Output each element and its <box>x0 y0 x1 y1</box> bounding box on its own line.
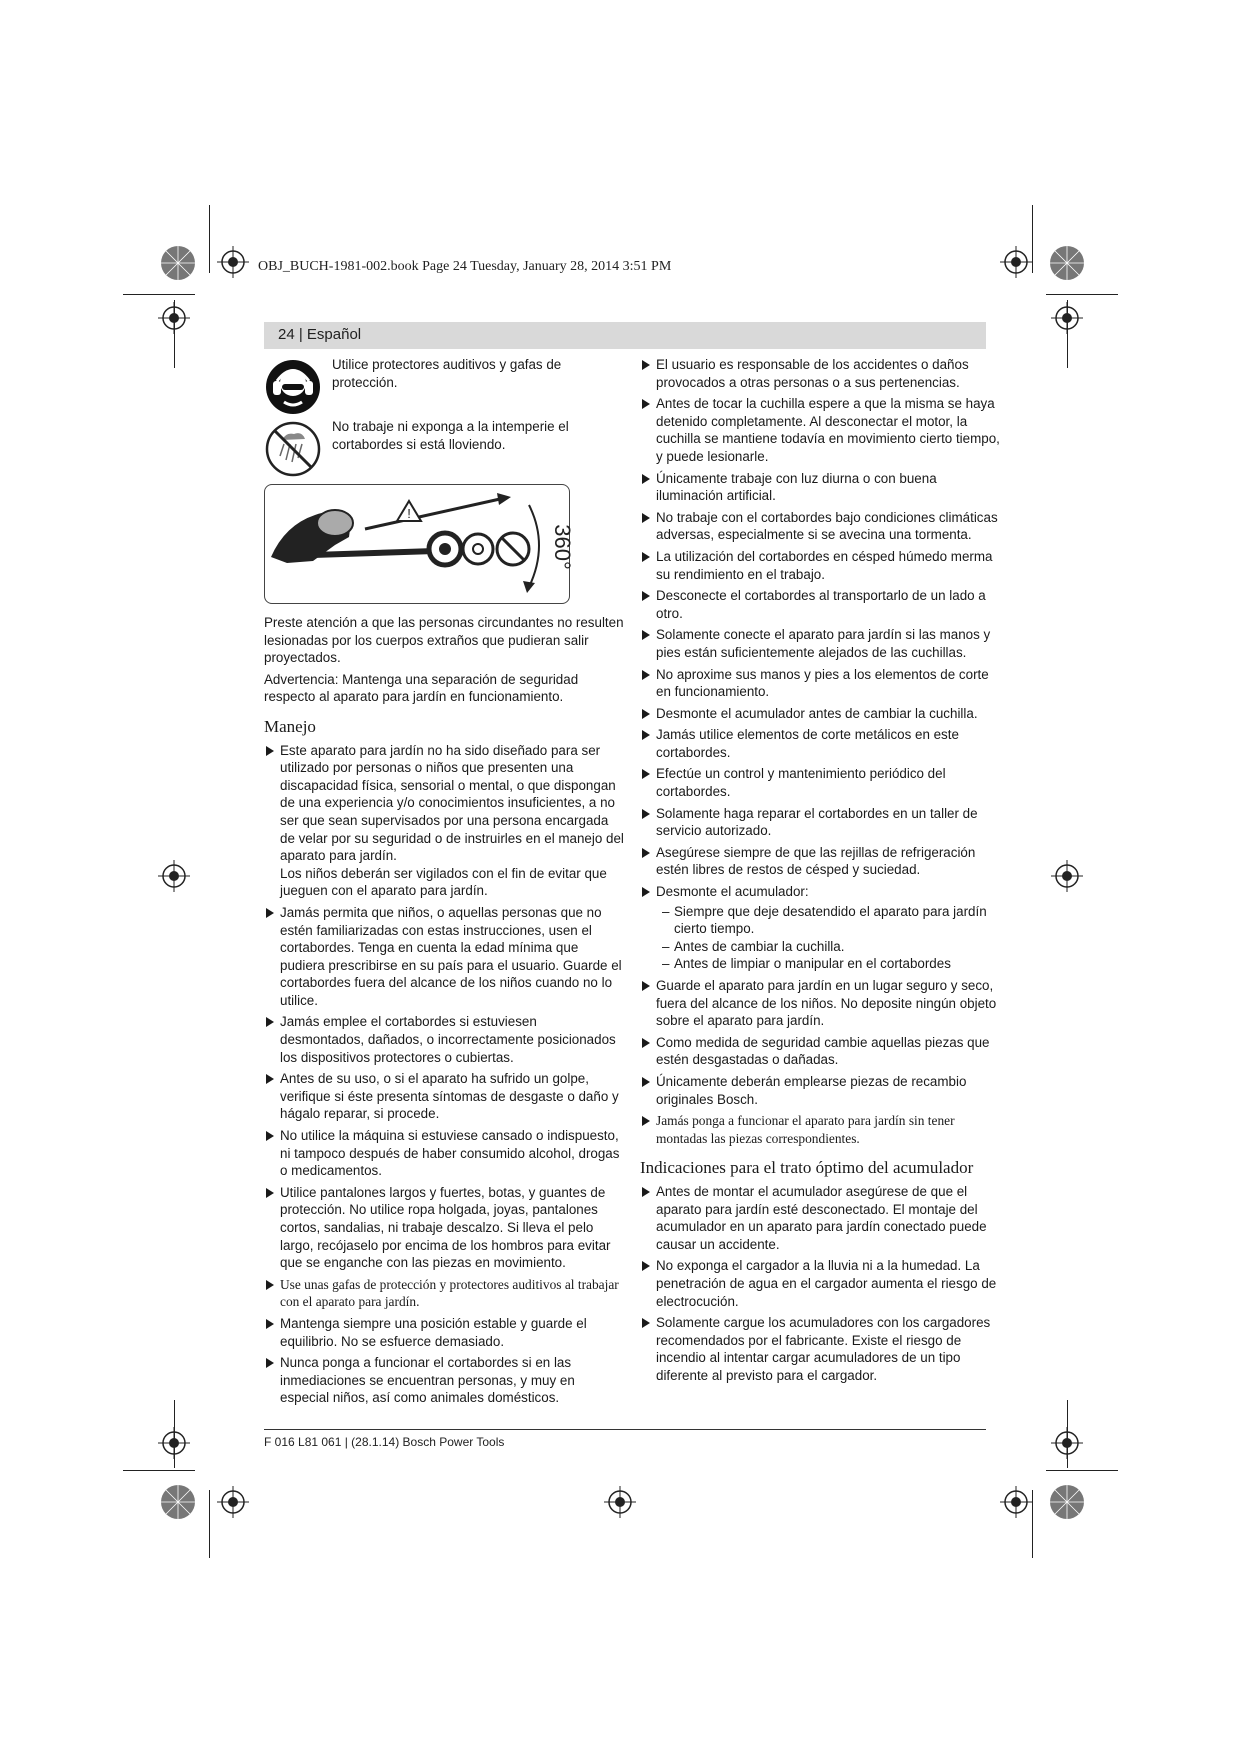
bullet-triangle-icon <box>642 1318 650 1328</box>
page-number-language: 24 | Español <box>278 326 362 343</box>
footer-text: F 016 L81 061 | (28.1.14) Bosch Power Tools <box>264 1435 505 1449</box>
list-item-text: Use unas gafas de protección y protectores auditivos al trabajar con el aparato para jardín. <box>280 1276 619 1310</box>
crop-mark <box>123 294 195 295</box>
color-wheel-icon <box>1049 245 1085 281</box>
bullet-triangle-icon <box>266 1074 274 1084</box>
list-item-text: Efectúe un control y mantenimiento periódico del cortabordes. <box>656 766 946 800</box>
list-item <box>640 470 1000 505</box>
bullet-triangle-icon <box>642 591 650 601</box>
bullet-triangle-icon <box>642 709 650 719</box>
symbol-row <box>264 418 624 478</box>
rotation-label: 360° <box>550 524 575 570</box>
sub-list-item: – Antes de limpiar o manipular en el cortabordes <box>662 956 951 972</box>
list-item-text: Nunca ponga a funcionar el cortabordes si en las inmediaciones se encuentran personas, y muy en especial niños, así como animales domésticos. <box>280 1355 575 1406</box>
list-item-text: Únicamente trabaje con luz diurna o con buena iluminación artificial. <box>656 470 937 504</box>
registration-target-icon <box>1000 1486 1032 1518</box>
list-item <box>640 977 1000 1030</box>
list-item <box>640 395 1000 465</box>
list-item-text: Solamente conecte el aparato para jardín si las manos y pies están suficientemente alejados de las cuchillas. <box>656 627 991 660</box>
dash-glyph: – <box>662 938 670 954</box>
list-item-text: Desmonte el acumulador antes de cambiar la cuchilla. <box>656 705 978 721</box>
bullet-triangle-icon <box>642 670 650 680</box>
list-item <box>640 1034 1000 1069</box>
bullet-triangle-icon <box>642 769 650 779</box>
list-item <box>640 805 1000 840</box>
registration-target-icon <box>1000 246 1032 278</box>
list-item-text: Desconecte el cortabordes al transportarlo de un lado a otro. <box>656 588 986 621</box>
list-item-text: Antes de su uso, o si el aparato ha sufrido un golpe, verifique si éste presenta síntomas de desgaste o daño y hágalo reparar, si procede. <box>280 1071 619 1122</box>
list-item <box>264 1184 624 1272</box>
page-header-bar <box>264 322 986 349</box>
list-item <box>640 765 1000 800</box>
bullet-triangle-icon <box>642 399 650 409</box>
manejo-list <box>264 742 624 1407</box>
list-item <box>264 1013 624 1066</box>
left-column <box>264 356 624 1411</box>
bullet-triangle-icon <box>642 552 650 562</box>
section-title-manejo: Manejo <box>264 716 316 736</box>
bullet-triangle-icon <box>266 908 274 918</box>
registration-target-icon <box>158 860 190 892</box>
registration-target-icon <box>1051 1427 1083 1459</box>
list-item-text: No trabaje con el cortabordes bajo condiciones climáticas adversas, especialmente si se avecina una tormenta. <box>656 509 998 543</box>
right-column <box>640 356 1000 1388</box>
bullet-triangle-icon <box>266 746 274 756</box>
registration-target-icon <box>158 1427 190 1459</box>
list-item-text: La utilización del cortabordes en césped húmedo merma su rendimiento en el trabajo. <box>656 548 993 582</box>
sub-list-item: – Antes de cambiar la cuchilla. <box>662 938 845 954</box>
symbol-row <box>264 356 624 416</box>
list-item <box>640 666 1000 701</box>
crop-mark <box>1046 1470 1118 1471</box>
bullet-triangle-icon <box>642 887 650 897</box>
crop-mark <box>123 1470 195 1471</box>
intro-paragraph: Preste atención a que las personas circundantes no resulten lesionadas por los cuerpos extraños que pudieran salir proyectados. <box>264 615 624 666</box>
list-item-text: El usuario es responsable de los accidentes o daños provocados a otras personas o a sus pertenencias. <box>656 357 969 390</box>
bullet-triangle-icon <box>642 809 650 819</box>
crop-mark <box>209 205 210 273</box>
dash-glyph: – <box>662 903 670 919</box>
sub-list <box>662 903 1000 973</box>
bullet-triangle-icon <box>642 1116 650 1126</box>
list-item-text: Este aparato para jardín no ha sido diseñado para ser utilizado por personas o niños que presenten una discapacidad física, sensorial o mental, o que dispongan de una experiencia y/o conocimientos insuficientes, a no ser que sean supervisados por una persona encargada de velar por su seguridad o de instruirles en el manejo del aparato para jardín. <box>280 742 624 864</box>
bullet-triangle-icon <box>642 513 650 523</box>
list-item-text: Utilice pantalones largos y fuertes, botas, y guantes de protección. No utilice ropa holgada, joyas, pantalones cortos, sandalias, ni trabaje descalzo. Si lleva el pelo largo, recójaselo por encima de los hombros para evitar que se enganche con las piezas en movimiento. <box>280 1184 611 1271</box>
list-item <box>264 1354 624 1407</box>
list-item-text: Jamás ponga a funcionar el aparato para jardín sin tener montadas las piezas correspondientes. <box>656 1113 955 1146</box>
bystander-warning-360-icon <box>265 485 575 603</box>
list-item-text: Antes de tocar la cuchilla espere a que la misma se haya detenido completamente. Al desconectar el motor, la cuchilla se mantiene todavía en movimiento cierto tiempo, y puede lesionarle. <box>656 396 1000 464</box>
list-item <box>264 1276 624 1311</box>
bullet-triangle-icon <box>266 1319 274 1329</box>
registration-target-icon <box>1051 860 1083 892</box>
symbol-text: No trabaje ni exponga a la intemperie el cortabordes si está lloviendo. <box>332 419 569 452</box>
list-item-text: Únicamente deberán emplearse piezas de recambio originales Bosch. <box>656 1073 967 1107</box>
list-item <box>264 1127 624 1180</box>
list-item <box>640 1073 1000 1108</box>
list-item <box>264 904 624 1010</box>
list-item-text: Como medida de seguridad cambie aquellas piezas que estén desgastadas o dañadas. <box>656 1034 990 1068</box>
list-item <box>640 705 1000 723</box>
list-item-text: Solamente cargue los acumuladores con los cargadores recomendados por el fabricante. Existe el riesgo de incendio al intentar cargar acumuladores de un tipo diferente al previsto para el cargador. <box>656 1315 991 1383</box>
list-item-text: Jamás permita que niños, o aquellas personas que no estén familiarizadas con estas instrucciones, usen el cortabordes. Tenga en cuenta la edad mínima que pudiera prescribirse en su país para el usuario. Guarde el cortabordes fuera del alcance de los niños cuando no lo utilice. <box>280 904 622 1008</box>
list-item-extra: Los niños deberán ser vigilados con el fin de evitar que jueguen con el aparato para jardín. <box>280 865 607 899</box>
color-wheel-icon <box>160 245 196 281</box>
list-item <box>640 844 1000 879</box>
bullet-triangle-icon <box>266 1017 274 1027</box>
registration-target-icon <box>604 1486 636 1518</box>
sub-list-item: – Siempre que deje desatendido el aparato para jardín cierto tiempo. <box>662 903 987 937</box>
color-wheel-icon <box>160 1484 196 1520</box>
list-item-text: Mantenga siempre una posición estable y guarde el equilibrio. No se esfuerce demasiado. <box>280 1315 587 1349</box>
bullet-triangle-icon <box>266 1188 274 1198</box>
safety-list <box>640 356 1000 1147</box>
bullet-triangle-icon <box>642 848 650 858</box>
symbol-text: Utilice protectores auditivos y gafas de protección. <box>332 357 562 390</box>
bullet-triangle-icon <box>642 1261 650 1271</box>
list-item <box>264 1315 624 1350</box>
list-item-text: Asegúrese siempre de que las rejillas de refrigeración estén libres de restos de césped y suciedad. <box>656 844 976 878</box>
intro-paragraph: Advertencia: Mantenga una separación de seguridad respecto al aparato para jardín en funcionamiento. <box>264 671 579 705</box>
list-item <box>640 1112 1000 1147</box>
list-item-text: No exponga el cargador a la lluvia ni a la humedad. La penetración de agua en el cargador aumenta el riesgo de electrocución. <box>656 1258 997 1309</box>
bullet-triangle-icon <box>266 1131 274 1141</box>
crop-mark <box>1046 294 1118 295</box>
book-file-header: OBJ_BUCH-1981-002.book Page 24 Tuesday, January 28, 2014 3:51 PM <box>258 259 672 274</box>
list-item-text: Jamás utilice elementos de corte metálicos en este cortabordes. <box>656 727 959 760</box>
bullet-triangle-icon <box>642 360 650 370</box>
list-item <box>640 509 1000 544</box>
section-title-battery: Indicaciones para el trato óptimo del acumulador <box>640 1158 974 1178</box>
crop-mark <box>209 1490 210 1558</box>
footer-rule <box>264 1429 986 1430</box>
bullet-triangle-icon <box>266 1358 274 1368</box>
registration-target-icon <box>1051 302 1083 334</box>
bullet-triangle-icon <box>642 1038 650 1048</box>
list-item <box>640 587 1000 622</box>
list-item <box>640 548 1000 583</box>
list-item-text: Antes de montar el acumulador asegúrese de que el aparato para jardín esté desconectado. El montaje del acumulador en un aparato para jardín conectado puede causar un accidente. <box>656 1183 987 1252</box>
list-item-text: No aproxime sus manos y pies a los elementos de corte en funcionamiento. <box>656 666 989 700</box>
registration-target-icon <box>217 246 249 278</box>
no-rain-icon <box>264 420 322 478</box>
color-wheel-icon <box>1049 1484 1085 1520</box>
bullet-triangle-icon <box>266 1280 274 1290</box>
list-item <box>640 1257 1000 1310</box>
svg-text:!: ! <box>407 506 411 521</box>
bystander-warning-figure <box>264 484 575 604</box>
bullet-triangle-icon <box>642 474 650 484</box>
crop-mark <box>1032 205 1033 273</box>
battery-list <box>640 1183 1000 1385</box>
bullet-triangle-icon <box>642 1187 650 1197</box>
list-item <box>640 356 1000 391</box>
ear-and-eye-protection-icon <box>264 358 322 416</box>
list-item-text: Solamente haga reparar el cortabordes en un taller de servicio autorizado. <box>656 805 978 839</box>
list-item <box>640 726 1000 761</box>
registration-target-icon <box>217 1486 249 1518</box>
list-item <box>264 1070 624 1123</box>
list-item-text: No utilice la máquina si estuviese cansado o indispuesto, ni tampoco después de haber consumido alcohol, drogas o medicamentos. <box>280 1128 620 1179</box>
list-item-text: Jamás emplee el cortabordes si estuviesen desmontados, dañados, o incorrectamente posicionados los dispositivos protectores o cubiertas. <box>280 1014 616 1065</box>
bullet-triangle-icon <box>642 730 650 740</box>
list-item <box>640 1183 1000 1253</box>
bullet-triangle-icon <box>642 1077 650 1087</box>
list-item-text: Desmonte el acumulador: <box>656 884 809 900</box>
crop-mark <box>1032 1490 1033 1558</box>
bullet-triangle-icon <box>642 630 650 640</box>
bullet-triangle-icon <box>642 981 650 991</box>
list-item <box>640 626 1000 661</box>
registration-target-icon <box>158 302 190 334</box>
list-item-text: Guarde el aparato para jardín en un lugar seguro y seco, fuera del alcance de los niños. No deposite ningún objeto sobre el aparato para jardín. <box>656 978 997 1029</box>
list-item <box>640 1314 1000 1384</box>
dash-glyph: – <box>662 956 670 972</box>
list-item <box>264 742 624 900</box>
list-item <box>640 883 1000 973</box>
